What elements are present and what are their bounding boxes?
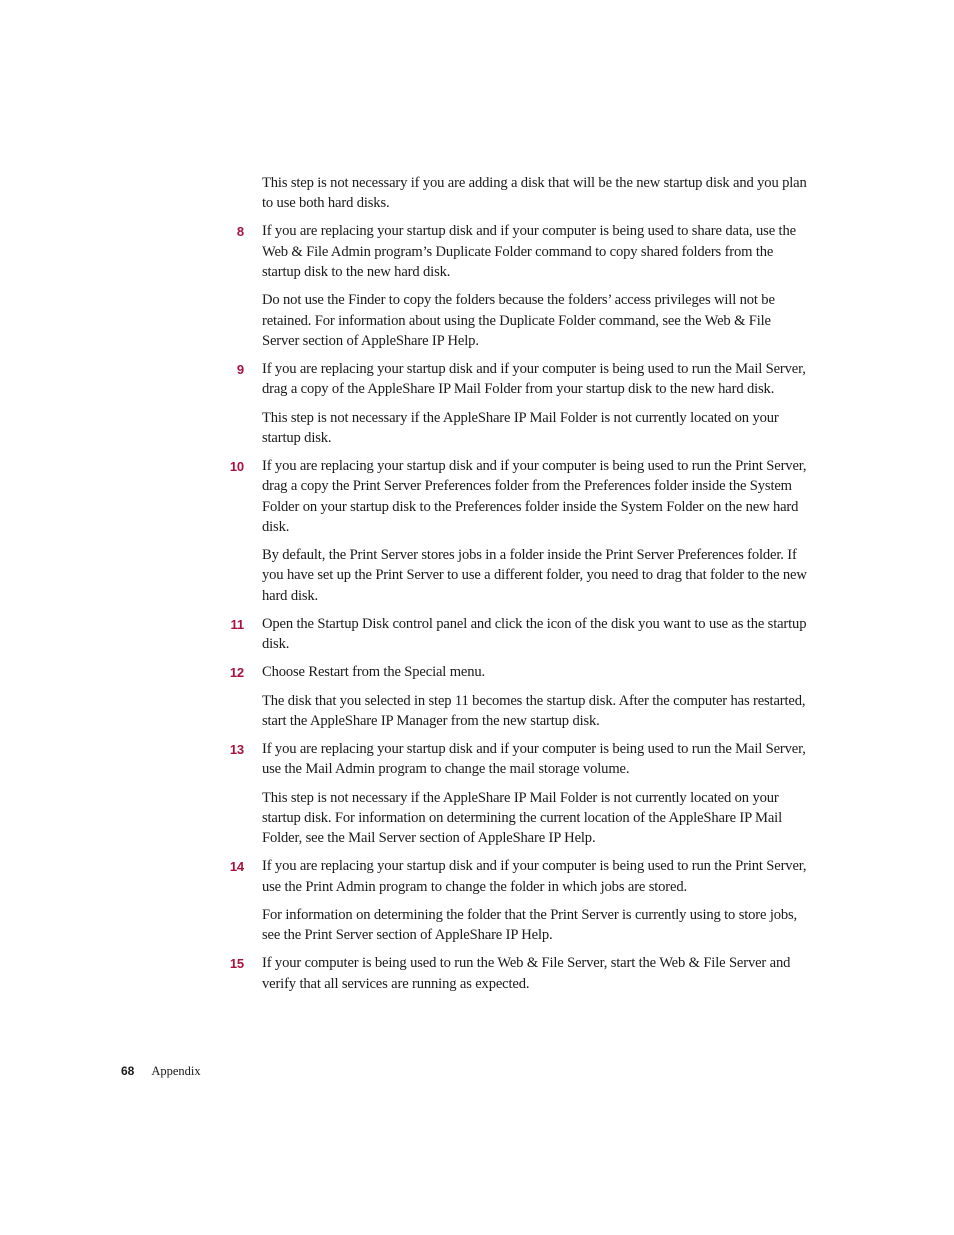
step-text: Open the Startup Disk control panel and click the icon of the disk you want to use as the startup disk. (262, 615, 807, 653)
step-13 (229, 739, 807, 780)
step-number: 14 (229, 859, 244, 875)
paragraph-text: The disk that you selected in step 11 becomes the startup disk. After the computer has restarted, start the AppleShare IP Manager from the new startup disk. (262, 692, 806, 729)
step-15 (229, 953, 807, 994)
step-text: If you are replacing your startup disk and if your computer is being used to run the Mail Server, use the Mail Admin program to change the mail storage volume. (262, 741, 806, 778)
step-number: 8 (236, 224, 244, 240)
step-number: 12 (229, 665, 244, 681)
page-number: 68 (121, 1064, 135, 1078)
paragraph-note (262, 173, 807, 214)
step-11 (230, 614, 807, 655)
paragraph-note (262, 788, 807, 849)
step-text: If you are replacing your startup disk and if your computer is being used to share data, use the Web & File Admin program’s Duplicate Folder command to copy shared folders from the startup disk to the new hard disk. (262, 223, 796, 281)
step-text: If you are replacing your startup disk and if your computer is being used to run the Print Server, use the Print Admin program to change the folder in which jobs are stored. (262, 858, 807, 895)
paragraph-note (262, 408, 807, 449)
step-8 (236, 221, 807, 282)
paragraph-note (262, 691, 807, 732)
paragraph-note (262, 545, 807, 606)
paragraph-text: This step is not necessary if you are adding a disk that will be the new startup disk and you plan to use both hard disks. (262, 175, 807, 212)
step-text: If your computer is being used to run the Web & File Server, start the Web & File Server and verify that all services are running as expected. (262, 955, 791, 992)
paragraph-text: This step is not necessary if the AppleShare IP Mail Folder is not currently located on your startup disk. For information on determining the current location of the AppleShare IP Mail Folder, see the Mail Server section of AppleShare IP Help. (262, 789, 782, 847)
section-name: Appendix (151, 1064, 201, 1078)
paragraph-text: This step is not necessary if the AppleShare IP Mail Folder is not currently located on your startup disk. (262, 409, 779, 446)
step-number: 9 (236, 362, 244, 378)
paragraph-note (262, 905, 807, 946)
page-footer (121, 1063, 201, 1079)
step-10 (229, 456, 807, 537)
step-text: If you are replacing your startup disk and if your computer is being used to run the Mail Server, drag a copy of the AppleShare IP Mail Folder from your startup disk to the new hard disk. (262, 361, 806, 398)
step-9 (236, 359, 807, 400)
paragraph-note (262, 290, 807, 351)
step-12 (229, 662, 807, 682)
step-text: If you are replacing your startup disk and if your computer is being used to run the Print Server, drag a copy the Print Server Preferences folder from the Preferences folder inside the System Folder on your startup disk to the Preferences folder inside the System Folder on the new hard disk. (262, 458, 807, 535)
step-number: 10 (229, 459, 244, 475)
step-number: 13 (229, 742, 244, 758)
step-number: 15 (229, 956, 244, 972)
step-14 (229, 856, 807, 897)
paragraph-text: Do not use the Finder to copy the folders because the folders’ access privileges will not be retained. For information about using the Duplicate Folder command, see the Web & File Server section of AppleShare IP Help. (262, 292, 775, 349)
paragraph-text: By default, the Print Server stores jobs in a folder inside the Print Server Preferences folder. If you have set up the Print Server to use a different folder, you need to drag that folder to the new hard disk. (262, 547, 807, 604)
paragraph-text: For information on determining the folder that the Print Server is currently using to store jobs, see the Print Server section of AppleShare IP Help. (262, 906, 798, 944)
page-body (0, 173, 954, 1002)
step-number: 11 (230, 616, 244, 632)
step-text: Choose Restart from the Special menu. (262, 664, 486, 681)
